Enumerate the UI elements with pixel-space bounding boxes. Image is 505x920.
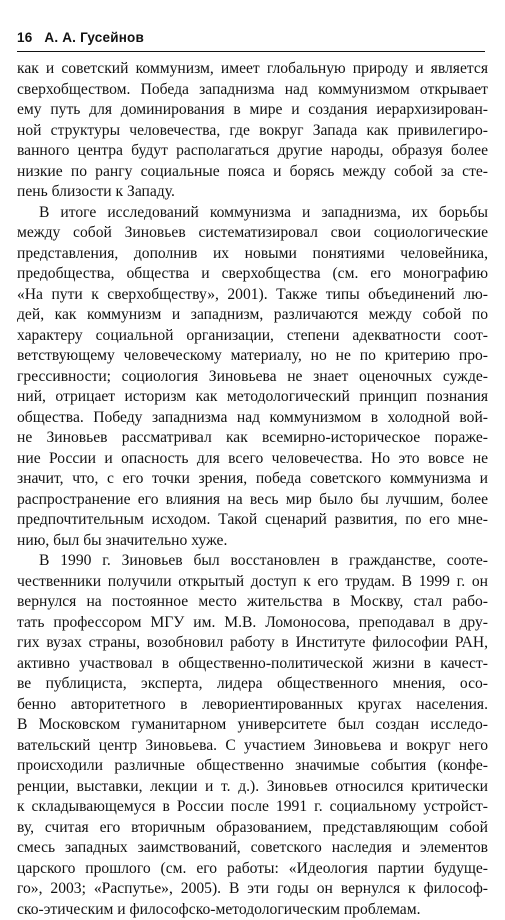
text-line: го», 2003; «Распутье», 2005). В эти годы он вернулся к философ- xyxy=(17,879,488,900)
header-rule xyxy=(17,51,485,52)
text-line: вательский центр Зиновьева. С участием Зиновьева и вокруг него xyxy=(17,736,488,757)
paragraph xyxy=(17,203,488,552)
text-line: предобщества, общества и сверхобщества (см. его монографию xyxy=(17,264,488,285)
running-head xyxy=(17,30,144,45)
text-line: распространение его влияния на весь мир было бы лучшим, более xyxy=(17,490,488,511)
text-line: ве публициста, эксперта, лидера общественного мнения, осо- xyxy=(17,674,488,695)
text-line: смесь западных заимствований, советского наследия и элементов xyxy=(17,838,488,859)
text-line: общества. Победу западнизма над коммунизмом в холодной вой- xyxy=(17,408,488,429)
paragraph xyxy=(17,59,488,203)
text-line: «На пути к сверхобществу», 2001). Также типы объединений лю- xyxy=(17,285,488,306)
text-line: нию, был бы значительно хуже. xyxy=(17,531,488,552)
text-line: к складывающемуся в России после 1991 г. социальному устройст- xyxy=(17,797,488,818)
text-line: тать профессором МГУ им. М.В. Ломоносова, преподавал в дру- xyxy=(17,613,488,634)
text-line: ско-этическим и философско-методологическим проблемам. xyxy=(17,900,488,920)
text-line: пень близости к Западу. xyxy=(17,182,488,203)
text-line: предпочтительным исходом. Такой сценарий развития, по его мне- xyxy=(17,510,488,531)
text-line: ему путь для доминирования в мире и создания иерархизирован- xyxy=(17,100,488,121)
text-line: ветствующему человеческому материалу, но не по критерию про- xyxy=(17,346,488,367)
text-line: происходили различные общественно значимые события (конфе- xyxy=(17,756,488,777)
text-line: ванного центра будут располагаться другие народы, образуя более xyxy=(17,141,488,162)
text-line: царского прошлого (см. его работы: «Идеология партии будуще- xyxy=(17,859,488,880)
paragraph xyxy=(17,551,488,920)
text-line: как и советский коммунизм, имеет глобальную природу и является xyxy=(17,59,488,80)
text-line: вернулся на постоянное место жительства в Москву, стал рабо- xyxy=(17,592,488,613)
text-line: ренции, выставки, лекции и т. д.). Зиновьев относился критически xyxy=(17,777,488,798)
text-line: В 1990 г. Зиновьев был восстановлен в гражданстве, соотe- xyxy=(17,551,488,572)
text-line: чественники получили открытый доступ к его трудам. В 1999 г. он xyxy=(17,572,488,593)
text-line: значит, что, с его точки зрения, победа советского коммунизма и xyxy=(17,469,488,490)
text-line: представления, дополнив их новыми понятиями человейника, xyxy=(17,244,488,265)
text-line: активно участвовал в общественно-политической жизни в качест- xyxy=(17,654,488,675)
text-line: не Зиновьев рассматривал как всемирно-историческое пораже- xyxy=(17,428,488,449)
body-text xyxy=(17,59,488,920)
text-line: ной структуры человечества, где вокруг Запада как привилегиро- xyxy=(17,121,488,142)
text-line: В итоге исследований коммунизма и западнизма, их борьбы xyxy=(17,203,488,224)
text-line: сверхобществом. Победа западнизма над коммунизмом открывает xyxy=(17,80,488,101)
text-line: ние России и опасность для всего человечества. Но это вовсе не xyxy=(17,449,488,470)
page-number: 16 xyxy=(17,30,32,45)
text-line: В Московском гуманитарном университете был создан исследо- xyxy=(17,715,488,736)
text-line: ний, отрицает историзм как методологический принцип познания xyxy=(17,387,488,408)
text-line: между собой Зиновьев систематизировал свои социологические xyxy=(17,223,488,244)
author-name: А. А. Гусейнов xyxy=(44,30,144,45)
text-line: дей, как коммунизм и западнизм, различаются между собой по xyxy=(17,305,488,326)
text-line: бенно авторитетного в левориентированных кругах населения. xyxy=(17,695,488,716)
text-line: ву, считая его вторичным образованием, представляющим собой xyxy=(17,818,488,839)
text-line: низкие по рангу социальные пояса и борясь между собой за сте- xyxy=(17,162,488,183)
text-line: грессивности; социология Зиновьева не знает оценочных сужде- xyxy=(17,367,488,388)
text-line: характеру социальной организации, степени адекватности сoот- xyxy=(17,326,488,347)
text-line: гих вузах страны, возобновил работу в Институте философии РАН, xyxy=(17,633,488,654)
